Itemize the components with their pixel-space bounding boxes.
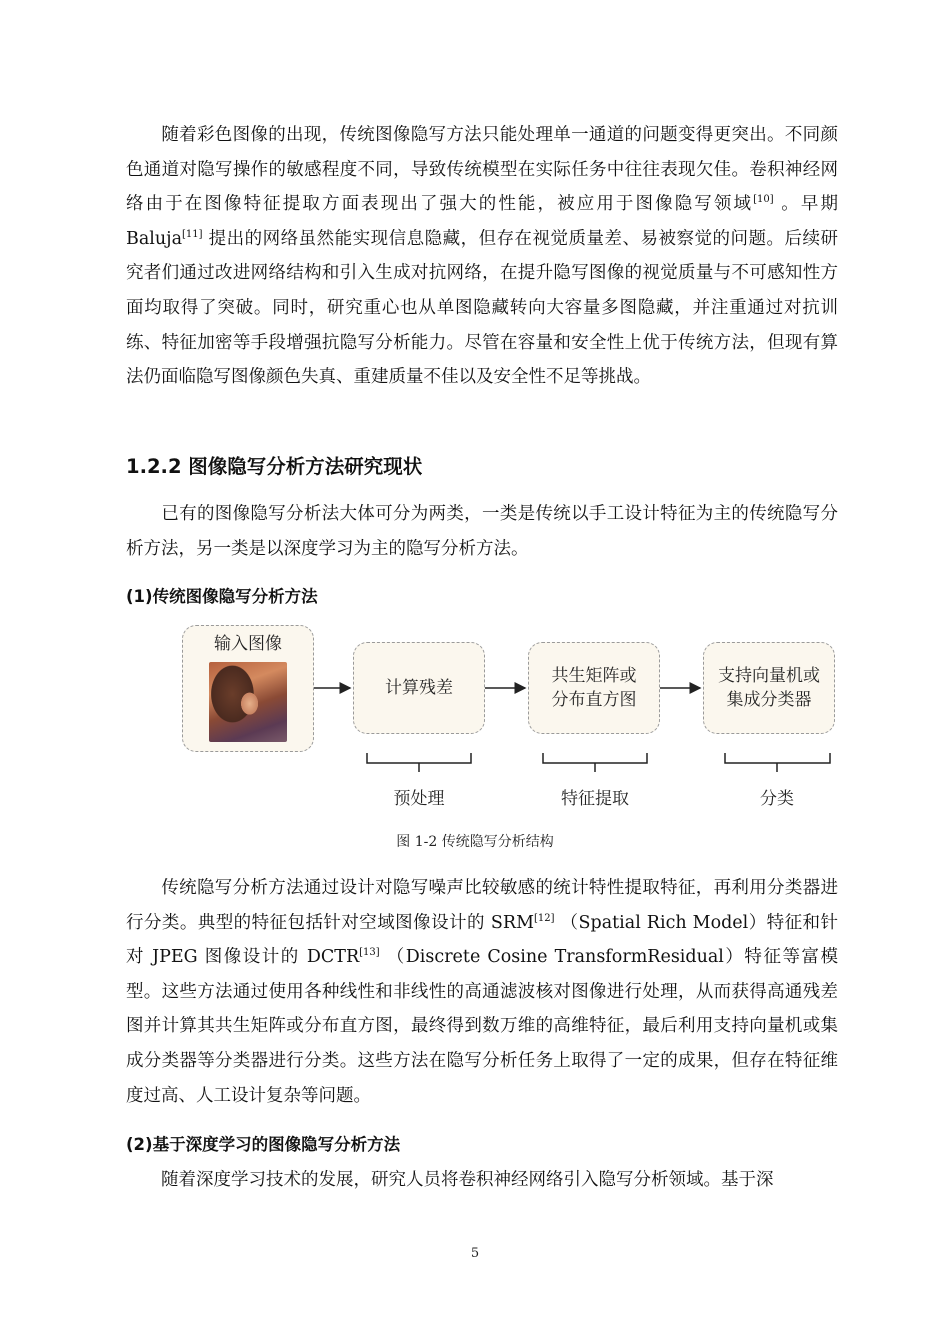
bracket-feature-extraction xyxy=(543,753,647,772)
bracket-classification xyxy=(725,753,830,772)
paragraph-image-steganography: 随着彩色图像的出现，传统图像隐写方法只能处理单一通道的问题变得更突出。不同颜色通道对隐写操作的敏感程度不同，导致传统模型在实际任务中往往表现欠佳。卷积神经网络由于在图像特征提取方面表现出了强大的性能，被应用于图像隐写领域[10] 。早期 Baluja[11] 提出的网络虽然能实现信息隐藏，但存在视觉质量差、易被察觉的问题。后续研究者们通过改进网络结构和引入生成对抗网络，在提升隐写图像的视觉质量与不可感知性方面均取得了突破。同时，研究重心也从单图隐藏转向大容量多图隐藏，并注重通过对抗训练、特征加密等手段增强抗隐写分析能力。尽管在容量和安全性上优于传统方法，但现有算法仍面临隐写图像颜色失真、重建质量不佳以及安全性不足等挑战。 xyxy=(126,125,838,388)
subheading-traditional-steganalysis: (1)传统图像隐写分析方法 xyxy=(126,587,318,606)
box-svm-ensemble-classifier: 支持向量机或 集成分类器 xyxy=(703,642,835,734)
citation-10: [10] xyxy=(753,194,774,206)
paragraph-traditional-methods: 传统隐写分析方法通过设计对隐写噪声比较敏感的统计特性提取特征，再利用分类器进行分类。典型的特征包括针对空域图像设计的 SRM[12] （Spatial Rich Model）特征和针对 JPEG 图像设计的 DCTR[13] （Discrete Cosine TransformResidual）特征等富模型。这些方法通过使用各种线性和非线性的高通滤波核对图像进行处理，从而获得高通残差图并计算其共生矩阵或分布直方图，最终得到数万维的高维特征，最后利用支持向量机或集成分类器等分类器进行分类。这些方法在隐写分析任务上取得了一定的成果，但存在特征维度过高、人工设计复杂等问题。 xyxy=(126,878,838,1106)
figure-caption: 图 1-2 传统隐写分析结构 xyxy=(396,834,554,850)
box-compute-residual: 计算残差 xyxy=(353,642,485,734)
paragraph-deep-learning: 随着深度学习技术的发展，研究人员将卷积神经网络引入隐写分析领域。基于深 xyxy=(161,1170,774,1190)
page-number: 5 xyxy=(470,1246,480,1261)
box-input-image: 输入图像 xyxy=(182,625,314,752)
figure-traditional-steganalysis-pipeline xyxy=(150,620,850,820)
sample-image xyxy=(209,662,287,742)
subheading-deep-learning-steganalysis: (2)基于深度学习的图像隐写分析方法 xyxy=(126,1135,401,1154)
citation-11: [11] xyxy=(182,228,203,240)
citation-12: [12] xyxy=(534,912,555,924)
paragraph-steganalysis-categories: 已有的图像隐写分析法大体可分为两类，一类是传统以手工设计特征为主的传统隐写分析方法，另一类是以深度学习为主的隐写分析方法。 xyxy=(126,504,838,559)
citation-13: [13] xyxy=(359,947,380,959)
label-classification: 分类 xyxy=(760,789,794,809)
label-preprocessing: 预处理 xyxy=(393,789,445,809)
box-cooccurrence-histogram: 共生矩阵或 分布直方图 xyxy=(528,642,660,734)
section-heading-1-2-2: 1.2.2 图像隐写分析方法研究现状 xyxy=(126,455,423,478)
label-feature-extraction: 特征提取 xyxy=(561,789,629,809)
bracket-preprocessing xyxy=(367,753,471,772)
